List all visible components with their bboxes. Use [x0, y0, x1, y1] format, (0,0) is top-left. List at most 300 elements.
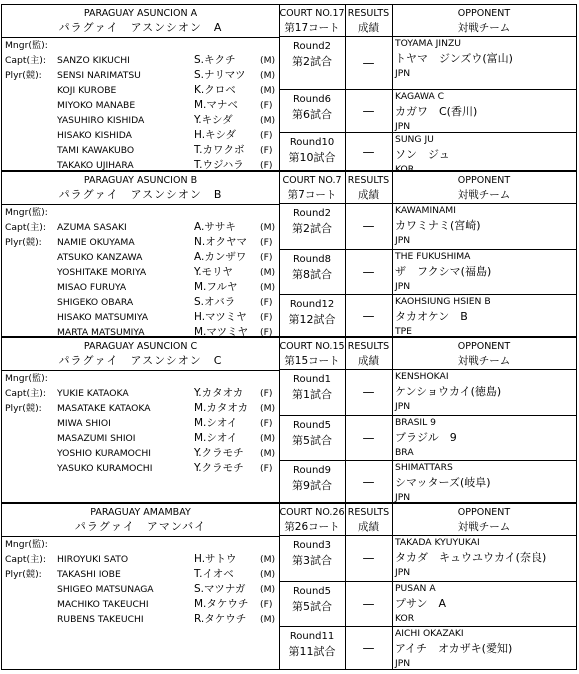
player-row [2, 128, 279, 143]
court-column [279, 338, 346, 502]
result-value: — [362, 56, 375, 70]
player-name-en: SANZO KIKUCHI [57, 55, 130, 66]
court-column [279, 5, 346, 170]
opponent-label: OPPONENT [457, 507, 511, 518]
opponent-country: JPN [395, 492, 411, 503]
round-label-ja: 第1試合 [292, 388, 332, 401]
round-label-ja: 第5試合 [292, 600, 332, 613]
result-cell [345, 89, 392, 132]
player-name-ja: H.キシダ [194, 129, 237, 141]
opponent-name-ja: タカダ キュウユウカイ(奈良) [395, 551, 547, 564]
team-name-en: PARAGUAY AMAMBAY [90, 507, 191, 518]
player-gender: (F) [260, 130, 273, 141]
court-number: COURT NO.17 [279, 8, 345, 19]
player-row [2, 220, 279, 235]
team-header [2, 5, 279, 38]
team-header [2, 504, 279, 537]
round-cell [279, 132, 345, 170]
opponent-name-ja: カワミナミ(宮崎) [395, 219, 481, 232]
player-name-ja: M.シオイ [194, 417, 238, 429]
player-name-en: MASATAKE KATAOKA [57, 403, 151, 414]
player-role: Mngr(監): [5, 373, 48, 384]
player-gender: (M) [260, 614, 276, 625]
team-roster [2, 172, 280, 336]
opponent-label-ja: 対戦チーム [457, 189, 511, 201]
round-label: Round9 [292, 465, 331, 476]
player-gender: (F) [260, 599, 273, 610]
court-number-ja: 第26コート [284, 521, 340, 533]
player-gender: (M) [260, 448, 276, 459]
opponent-name-ja: プサン A [395, 597, 446, 610]
player-name-ja: S.オバラ [194, 296, 236, 308]
opponent-name-en: KAGAWA C [395, 91, 445, 102]
player-gender: (F) [260, 418, 273, 429]
round-cell [279, 581, 345, 626]
opponent-country: JPN [395, 281, 411, 292]
player-row [2, 537, 279, 552]
player-row [2, 68, 279, 83]
player-name-en: YOSHITAKE MORIYA [57, 267, 147, 278]
player-role: Plyr(競): [5, 70, 42, 81]
round-label: Round6 [292, 94, 331, 105]
opponent-cell [392, 249, 576, 294]
result-cell [345, 460, 392, 502]
player-gender: (F) [260, 463, 273, 474]
round-cell [279, 370, 345, 415]
player-name-en: HIROYUKI SATO [57, 554, 129, 565]
court-results-column [279, 338, 393, 502]
player-name-en: TAMI KAWAKUBO [57, 145, 135, 156]
opponent-name-en: TOYAMA JINZU [395, 38, 461, 49]
player-role: Plyr(競): [5, 569, 42, 580]
player-gender: (F) [260, 297, 273, 308]
team-block [1, 503, 577, 670]
player-row [2, 431, 279, 446]
team-roster [2, 504, 280, 669]
opponent-cell [392, 626, 576, 669]
opponent-name-en: BRASIL 9 [395, 417, 437, 428]
result-value: — [362, 145, 375, 159]
player-gender: (F) [260, 252, 273, 263]
results-header [345, 172, 392, 204]
player-role: Capt(主): [5, 554, 46, 565]
results-column [345, 338, 392, 502]
result-cell [345, 581, 392, 626]
team-block [1, 171, 577, 337]
player-row [2, 552, 279, 567]
team-name-ja: パラグァイ アスンシオン B [58, 188, 223, 201]
team-header [2, 172, 279, 205]
player-name-ja: A.ササキ [194, 221, 236, 233]
round-label: Round2 [292, 41, 331, 52]
opponent-label-ja: 対戦チーム [457, 355, 511, 367]
player-name-en: NAMIE OKUYAMA [57, 237, 135, 248]
player-row [2, 461, 279, 476]
result-value: — [362, 265, 375, 279]
player-gender: (M) [260, 55, 276, 66]
court-results-column [279, 5, 393, 170]
round-label-ja: 第5試合 [292, 434, 332, 447]
court-results-column [279, 172, 393, 336]
player-name-ja: Y.キシダ [194, 114, 233, 126]
player-name-ja: S.マツナガ [194, 583, 246, 595]
round-label-ja: 第8試合 [292, 268, 332, 281]
results-column [345, 5, 392, 170]
player-name-en: ATSUKO KANZAWA [57, 252, 143, 263]
player-row [2, 38, 279, 53]
opponent-country: JPN [395, 658, 411, 669]
opponent-column [392, 338, 576, 502]
player-name-ja: R.タケウチ [194, 613, 247, 625]
round-cell [279, 89, 345, 132]
round-cell [279, 536, 345, 581]
court-header [279, 338, 345, 370]
player-row [2, 401, 279, 416]
opponent-country: KOR [395, 613, 415, 624]
team-roster [2, 338, 280, 502]
opponent-name-en: KAWAMINAMI [395, 205, 456, 216]
player-name-ja: H.マツミヤ [194, 311, 247, 323]
opponent-name-ja: ソン ジュ [395, 148, 450, 161]
round-cell [279, 460, 345, 502]
round-label-ja: 第9試合 [292, 479, 332, 492]
opponent-header [392, 172, 576, 204]
opponent-name-en: AICHI OKAZAKI [395, 628, 464, 639]
opponent-column [392, 172, 576, 336]
court-column [279, 504, 346, 669]
round-label: Round3 [292, 540, 331, 551]
player-name-ja: K.クロベ [194, 84, 236, 96]
opponent-column [392, 504, 576, 669]
opponent-name-en: SHIMATTARS [395, 462, 453, 473]
player-role: Capt(主): [5, 55, 46, 66]
court-header [279, 172, 345, 204]
opponent-name-ja: ブラジル 9 [395, 431, 457, 444]
result-cell [345, 536, 392, 581]
opponent-country: JPN [395, 567, 411, 578]
player-name-ja: H.サトウ [194, 553, 237, 565]
opponent-country: JPN [395, 235, 411, 246]
court-number-ja: 第15コート [284, 355, 340, 367]
team-roster [2, 5, 280, 170]
results-label: RESULTS [347, 175, 390, 186]
player-gender: (M) [260, 282, 276, 293]
opponent-name-ja: カガワ C(香川) [395, 105, 478, 118]
player-name-en: HISAKO KISHIDA [57, 130, 132, 141]
player-name-ja: A.カンザワ [194, 251, 247, 263]
player-role: Capt(主): [5, 222, 46, 233]
player-gender: (F) [260, 145, 273, 156]
opponent-label-ja: 対戦チーム [457, 521, 511, 533]
team-header [2, 338, 279, 371]
result-cell [345, 132, 392, 170]
opponent-label: OPPONENT [457, 175, 511, 186]
team-name-ja: パラグァイ アスンシオン C [58, 354, 223, 367]
opponent-name-en: TAKADA KYUYUKAI [395, 537, 480, 548]
player-name-ja: T.カワクボ [194, 144, 245, 156]
player-row [2, 371, 279, 386]
player-role: Capt(主): [5, 388, 46, 399]
player-gender: (M) [260, 267, 276, 278]
player-row [2, 280, 279, 295]
round-label: Round10 [289, 137, 335, 148]
opponent-column [392, 5, 576, 175]
player-row [2, 143, 279, 158]
opponent-cell [392, 37, 576, 89]
opponent-country: TPE [395, 326, 412, 337]
opponent-name-ja: タカオケン B [395, 310, 468, 323]
round-label: Round12 [289, 299, 335, 310]
opponent-name-ja: アイチ オカザキ(愛知) [395, 642, 513, 655]
player-name-ja: Y.カタオカ [194, 387, 244, 399]
opponent-cell [392, 536, 576, 581]
opponent-header [392, 5, 576, 37]
result-value: — [362, 431, 375, 445]
player-name-ja: S.ナリマツ [194, 69, 246, 81]
team-block [1, 4, 577, 175]
result-value: — [362, 385, 375, 399]
round-label: Round2 [292, 208, 331, 219]
player-row [2, 310, 279, 325]
player-row [2, 53, 279, 68]
opponent-name-en: KAOHSIUNG HSIEN B [395, 296, 491, 307]
player-gender: (M) [260, 433, 276, 444]
player-gender: (F) [260, 312, 273, 323]
player-gender: (M) [260, 85, 276, 96]
court-number-ja: 第17コート [284, 22, 340, 34]
opponent-name-ja: トヤマ ジンズウ(富山) [395, 52, 513, 65]
court-number: COURT NO.15 [279, 341, 345, 352]
player-row [2, 295, 279, 310]
player-row [2, 98, 279, 113]
opponent-cell [392, 294, 576, 336]
round-label-ja: 第10試合 [288, 151, 336, 164]
opponent-name-en: THE FUKUSHIMA [395, 251, 471, 262]
player-gender: (M) [260, 115, 276, 126]
round-label-ja: 第2試合 [292, 222, 332, 235]
opponent-label: OPPONENT [457, 8, 511, 19]
round-label-ja: 第6試合 [292, 108, 332, 121]
result-cell [345, 626, 392, 669]
player-gender: (F) [260, 160, 273, 171]
result-cell [345, 204, 392, 249]
player-name-en: YUKIE KATAOKA [57, 388, 129, 399]
result-value: — [362, 597, 375, 611]
result-value: — [362, 475, 375, 489]
opponent-cell [392, 132, 576, 175]
player-row [2, 83, 279, 98]
team-name-en: PARAGUAY ASUNCION B [83, 175, 198, 186]
court-number-ja: 第7コート [287, 189, 337, 201]
opponent-country: JPN [395, 68, 411, 79]
opponent-country: JPN [395, 121, 411, 132]
team-block [1, 337, 577, 503]
player-name-ja: M.カタオカ [194, 402, 249, 414]
round-label: Round1 [292, 374, 331, 385]
player-row [2, 386, 279, 401]
player-name-en: YASUKO KURAMOCHI [57, 463, 153, 474]
player-name-ja: Y.モリヤ [194, 266, 233, 278]
results-column [345, 172, 392, 336]
player-name-en: YASUHIRO KISHIDA [57, 115, 145, 126]
team-name-ja: パラグァイ アスンシオン A [58, 21, 223, 34]
opponent-cell [392, 89, 576, 132]
player-name-ja: S.キクチ [194, 54, 236, 66]
player-row [2, 597, 279, 612]
player-name-ja: Y.クラモチ [194, 462, 244, 474]
player-role: Plyr(競): [5, 403, 42, 414]
team-name-en: PARAGUAY ASUNCION C [83, 341, 198, 352]
opponent-name-ja: ザ フクシマ(福島) [395, 265, 492, 278]
team-name-en: PARAGUAY ASUNCION A [83, 8, 198, 19]
player-gender: (F) [260, 237, 273, 248]
round-label-ja: 第12試合 [288, 313, 336, 326]
results-label: RESULTS [347, 8, 390, 19]
player-name-ja: T.イオベ [194, 568, 234, 580]
player-name-ja: M.フルヤ [194, 281, 238, 293]
opponent-country: KOR [395, 164, 415, 175]
team-name-ja: パラグァイ アマンバイ [74, 520, 207, 533]
player-row [2, 582, 279, 597]
result-value: — [362, 309, 375, 323]
result-cell [345, 370, 392, 415]
player-row [2, 113, 279, 128]
opponent-cell [392, 581, 576, 626]
player-name-en: MACHIKO TAKEUCHI [57, 599, 149, 610]
opponent-country: BRA [395, 447, 414, 458]
player-gender: (F) [260, 100, 273, 111]
result-value: — [362, 219, 375, 233]
round-cell [279, 294, 345, 336]
opponent-name-ja: シマッターズ(岐阜) [395, 476, 491, 489]
player-name-en: AZUMA SASAKI [57, 222, 127, 233]
player-row [2, 416, 279, 431]
court-header [279, 5, 345, 37]
player-gender: (F) [260, 388, 273, 399]
round-cell [279, 204, 345, 249]
round-label-ja: 第3試合 [292, 554, 332, 567]
player-name-en: MARTA MATSUMIYA [57, 327, 145, 338]
opponent-header [392, 338, 576, 370]
player-name-en: MISAO FURUYA [57, 282, 127, 293]
player-gender: (F) [260, 327, 273, 338]
player-role: Plyr(競): [5, 237, 42, 248]
player-row [2, 612, 279, 627]
player-name-en: SHIGEKO OBARA [57, 297, 134, 308]
player-name-en: TAKASHI IOBE [57, 569, 121, 580]
results-label-ja: 成績 [358, 355, 379, 367]
round-label-ja: 第2試合 [292, 55, 332, 68]
opponent-label-ja: 対戦チーム [457, 22, 511, 34]
round-cell [279, 249, 345, 294]
results-label-ja: 成績 [358, 189, 379, 201]
player-name-en: SHIGEO MATSUNAGA [57, 584, 154, 595]
opponent-name-en: PUSAN A [395, 583, 436, 594]
player-name-ja: M.タケウチ [194, 598, 249, 610]
player-role: Mngr(監): [5, 539, 48, 550]
results-column [345, 504, 392, 669]
results-header [345, 504, 392, 536]
result-cell [345, 37, 392, 89]
player-name-ja: M.マナベ [194, 99, 238, 111]
opponent-country: JPN [395, 401, 411, 412]
player-name-en: MASAZUMI SHIOI [57, 433, 136, 444]
results-label-ja: 成績 [358, 521, 379, 533]
player-gender: (M) [260, 70, 276, 81]
player-row [2, 446, 279, 461]
player-name-en: TAKAKO UJIHARA [57, 160, 134, 171]
round-cell [279, 37, 345, 89]
player-gender: (M) [260, 222, 276, 233]
opponent-cell [392, 460, 576, 502]
player-name-en: KOJI KUROBE [57, 85, 117, 96]
player-name-ja: M.マツミヤ [194, 326, 249, 338]
round-cell [279, 626, 345, 669]
result-cell [345, 294, 392, 336]
opponent-name-en: SUNG JU [395, 134, 434, 145]
player-gender: (M) [260, 403, 276, 414]
court-number: COURT NO.26 [279, 507, 345, 518]
player-row [2, 205, 279, 220]
result-value: — [362, 641, 375, 655]
result-cell [345, 415, 392, 460]
round-label: Round5 [292, 420, 331, 431]
player-row [2, 567, 279, 582]
opponent-name-ja: ケンショウカイ(徳島) [395, 385, 502, 398]
court-number: COURT NO.7 [282, 175, 342, 186]
player-name-en: YOSHIO KURAMOCHI [57, 448, 151, 459]
player-name-en: MIYOKO MANABE [57, 100, 136, 111]
results-header [345, 338, 392, 370]
court-results-column [279, 504, 393, 669]
result-value: — [362, 104, 375, 118]
round-label: Round5 [292, 586, 331, 597]
round-label-ja: 第11試合 [288, 645, 336, 658]
round-label: Round8 [292, 254, 331, 265]
player-gender: (M) [260, 584, 276, 595]
player-name-ja: T.ウジハラ [194, 159, 244, 171]
player-name-en: SENSI NARIMATSU [57, 70, 141, 81]
court-column [279, 172, 346, 336]
player-role: Mngr(監): [5, 207, 48, 218]
player-row [2, 250, 279, 265]
opponent-cell [392, 204, 576, 249]
player-name-en: MIWA SHIOI [57, 418, 111, 429]
player-name-ja: Y.クラモチ [194, 447, 244, 459]
opponent-header [392, 504, 576, 536]
player-name-ja: M.シオイ [194, 432, 238, 444]
results-header [345, 5, 392, 37]
results-label: RESULTS [347, 507, 390, 518]
round-cell [279, 415, 345, 460]
court-header [279, 504, 345, 536]
player-gender: (M) [260, 554, 276, 565]
player-name-en: HISAKO MATSUMIYA [57, 312, 149, 323]
player-name-ja: N.オクヤマ [194, 236, 247, 248]
player-role: Mngr(監): [5, 40, 48, 51]
opponent-cell [392, 370, 576, 415]
player-row [2, 235, 279, 250]
player-gender: (M) [260, 569, 276, 580]
player-name-en: RUBENS TAKEUCHI [57, 614, 144, 625]
opponent-label: OPPONENT [457, 341, 511, 352]
result-value: — [362, 551, 375, 565]
results-label: RESULTS [347, 341, 390, 352]
opponent-cell [392, 415, 576, 460]
results-label-ja: 成績 [358, 22, 379, 34]
player-row [2, 265, 279, 280]
result-cell [345, 249, 392, 294]
